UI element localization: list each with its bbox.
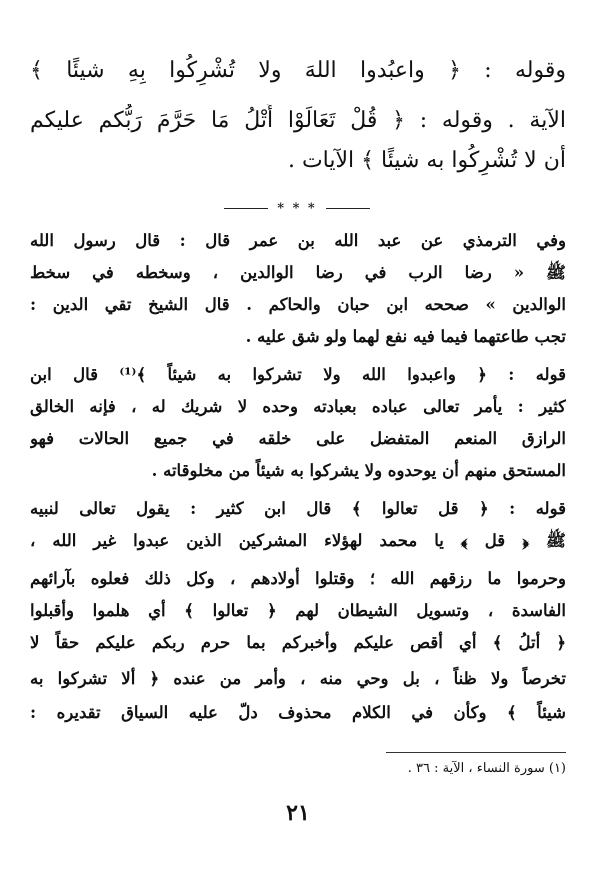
text-line: وفي الترمذي عن عبد الله بن عمر قال : قال رسول الله (30, 231, 566, 250)
separator-rule (326, 208, 370, 209)
quran-line: وقوله : ﴿ واعبُدوا اللهَ ولا تُشْرِكُوا بِهِ شيئًا ﴾ (30, 58, 566, 83)
text-line: كثير : يأمر تعالى عباده بعبادته وحده لا شريك له ، فإنه الخالق (30, 397, 566, 416)
quran-line: الآية . وقوله : ﴿ قُلْ تَعَالَوْا أَتْلُ مَا حَرَّمَ رَبُّكم عليكم (30, 108, 566, 133)
text-line: المستحق منهم أن يوحدوه ولا يشركوا به شيئاً من مخلوقاته . (151, 461, 566, 480)
footnote: (١) سورة النساء ، الآية : ٣٦ . (407, 761, 566, 776)
text-line: الفاسدة ، وتسويل الشيطان لهم ﴿ تعالوا ﴾ أي هلموا وأقبلوا (30, 601, 566, 620)
page-number: ٢١ (286, 800, 310, 826)
quran-line: أن لا تُشْرِكُوا به شيئًا ﴾ الآيات . (287, 148, 566, 173)
text-line: وحرموا ما رزقهم الله ؛ وقتلوا أولادهم ، وكل ذلك فعلوه بآرائهم (30, 569, 566, 588)
text-line: شيئاً ﴾ وكأن في الكلام محذوف دلّ عليه السياق تقديره : (30, 703, 566, 722)
text-line: ﷺ « رضا الرب في رضا الوالدين ، وسخطه في سخط (30, 263, 566, 282)
separator-stars: * * * (277, 200, 317, 216)
text-line: قوله : ﴿ واعبدوا الله ولا تشركوا به شيئاً ﴾⁽¹⁾ قال ابن (30, 365, 566, 384)
text-line: الوالدين » صححه ابن حبان والحاكم . قال الشيخ تقي الدين : (30, 295, 566, 314)
footnote-divider (386, 752, 566, 753)
text-line: ﷺ ﴿ قل ﴾ يا محمد لهؤلاء المشركين الذين عبدوا غير الله ، (30, 531, 566, 550)
text-line: الرازق المنعم المتفضل على خلقه في جميع الحالات فهو (30, 429, 566, 448)
separator-rule (224, 208, 268, 209)
text-line: قوله : ﴿ قل تعالوا ﴾ قال ابن كثير : يقول تعالى لنبيه (30, 499, 566, 518)
text-line: تجب طاعتهما فيما فيه نفع لهما ولو شق عليه . (245, 327, 566, 346)
text-line: تخرصاً ولا ظناً ، بل وحي منه ، وأمر من عنده ﴿ ألا تشركوا به (30, 669, 566, 688)
section-separator (224, 196, 370, 220)
text-line: ﴿ أتلُ ﴾ أي أقص عليكم وأخبركم بما حرم ربكم عليكم حقاً لا (30, 633, 566, 652)
